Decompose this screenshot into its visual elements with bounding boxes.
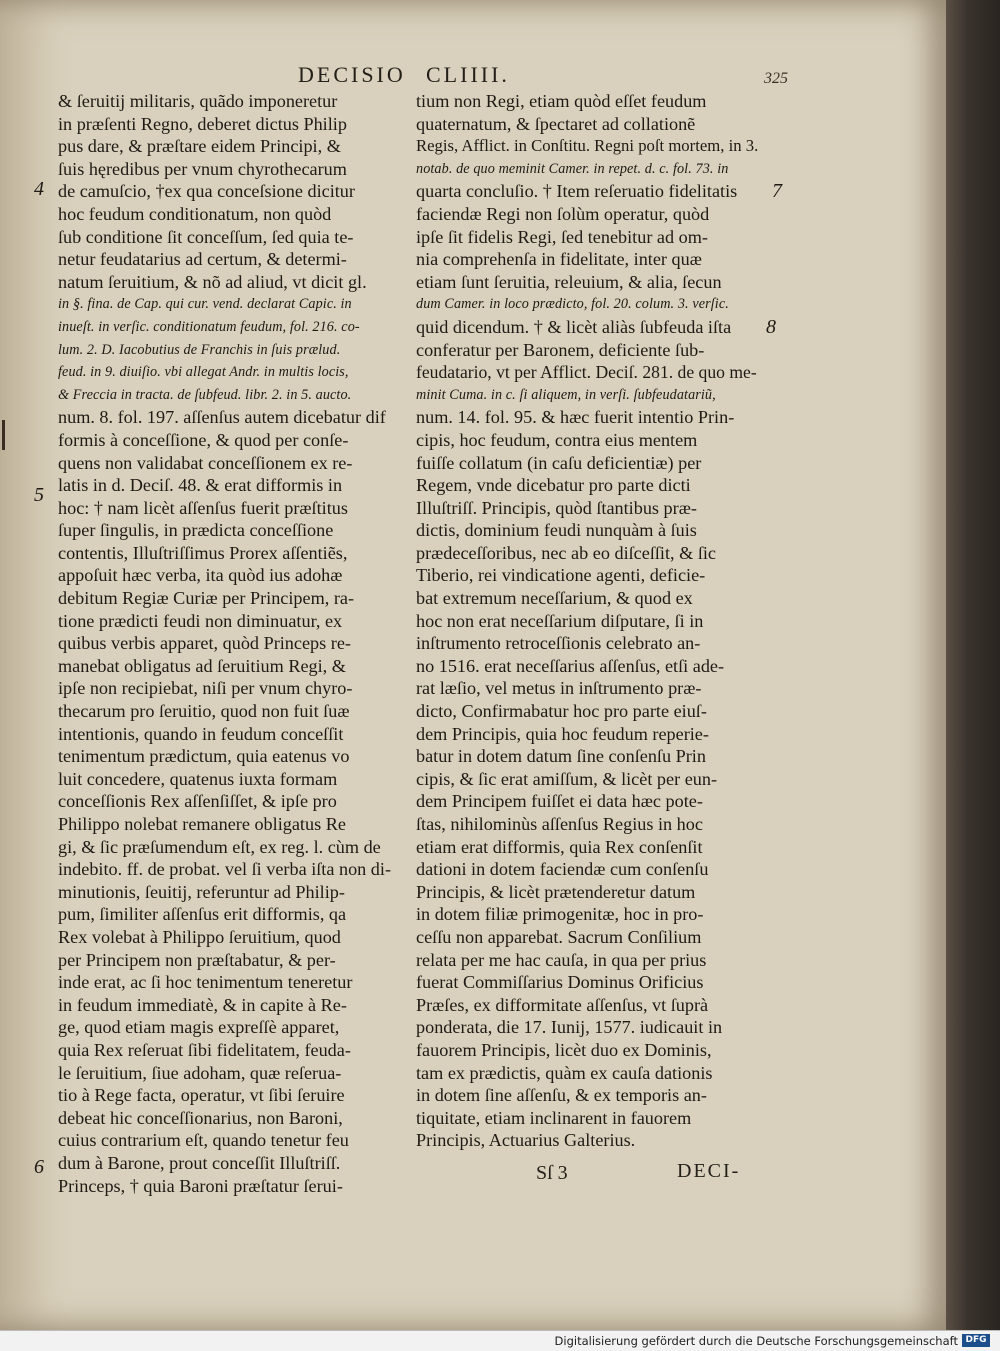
text-line: cuius contrarium eſt, quando tenetur feu bbox=[58, 1130, 349, 1151]
running-head-right: CLIIII. bbox=[426, 62, 510, 87]
text-line: dem Principis, quia hoc feudum reperie- bbox=[416, 723, 709, 744]
text-line: minutionis, ſeuitij, referuntur ad Philip- bbox=[58, 881, 345, 902]
margin-number-6: 6 bbox=[34, 1156, 44, 1178]
text-line: Illuſtriſſ. Principis, quòd ſtantibus præ- bbox=[416, 497, 697, 518]
page-number: 325 bbox=[764, 70, 788, 87]
text-line: inde erat, ac ſi hoc tenimentum teneretur bbox=[58, 972, 353, 993]
text-line: dicto, Confirmabatur hoc pro parte eiuſ- bbox=[416, 701, 707, 722]
text-line: no 1516. erat neceſſarius aſſenſus, etſi ade- bbox=[416, 655, 725, 676]
text-line: faciendæ Regi non ſolùm operatur, quòd bbox=[416, 203, 710, 224]
text-line: ſtas, nihilominùs aſſenſus Regius in hoc bbox=[416, 814, 703, 834]
text-line: etiam erat difformis, quia Rex conſenſit bbox=[416, 836, 703, 857]
text-line: Philippo nolebat remanere obligatus Re bbox=[58, 814, 346, 834]
text-line: dationi in dotem faciendæ cum conſenſu bbox=[416, 859, 709, 880]
text-line: quens non validabat conceſſionem ex re- bbox=[58, 452, 353, 473]
dfg-logo-icon: DFG bbox=[962, 1334, 990, 1347]
text-line: le ſeruitium, ſiue adoham, quæ reſerua- bbox=[58, 1062, 342, 1083]
text-line: quid dicendum. † & licèt aliàs ſubfeuda iſta bbox=[416, 316, 732, 337]
text-line: etiam ſunt ſeruitia, releuium, & alia, ſecun bbox=[416, 271, 722, 292]
credit-bar bbox=[0, 1330, 1000, 1351]
text-line: Princeps, † quia Baroni præſtatur ſerui- bbox=[58, 1175, 343, 1196]
text-line: indebito. ff. de probat. vel ſi verba iſta non di- bbox=[58, 859, 392, 880]
text-line: inueſt. in verſic. conditionatum feudum, fol. 216. co- bbox=[58, 318, 360, 335]
catchword: DECI- bbox=[677, 1160, 741, 1182]
text-line: ge, quod etiam magis expreſſè apparet, bbox=[58, 1017, 340, 1038]
text-line: formis à conceſſione, & quod per conſe- bbox=[58, 429, 349, 450]
text-line: nia comprehenſa in fidelitate, inter quæ bbox=[416, 249, 702, 270]
text-line: inſtrumento retroceſſionis celebrato an- bbox=[416, 633, 701, 654]
text-line: quaternatum, & ſpectaret ad collationẽ bbox=[416, 113, 696, 134]
text-line: hoc: † nam licèt aſſenſus fuerit præſtitus bbox=[58, 497, 348, 518]
text-line: bat extremum neceſſarium, & quod ex bbox=[416, 588, 693, 609]
right-column bbox=[416, 90, 760, 1152]
text-line: manebat obligatus ad ſeruitium Regi, & bbox=[58, 655, 346, 676]
text-line: intentionis, quando in feudum conceſſit bbox=[58, 723, 344, 744]
text-line: pus dare, & præſtare eidem Principi, & bbox=[58, 136, 341, 157]
text-line: ceſſu non apparebat. Sacrum Conſilium bbox=[416, 926, 702, 947]
text-line: conferatur per Baronem, deficiente ſub- bbox=[416, 339, 705, 360]
text-line: luit concedere, quatenus iuxta formam bbox=[58, 768, 338, 789]
page-edge-shadow bbox=[946, 0, 1000, 1330]
margin-number-4: 4 bbox=[34, 178, 44, 200]
text-line: hoc feudum conditionatum, non quòd bbox=[58, 203, 332, 224]
text-line: num. 14. fol. 95. & hæc fuerit intentio Prin- bbox=[416, 407, 735, 428]
text-line: cipis, hoc feudum, contra eius mentem bbox=[416, 429, 698, 450]
text-line: tiquitate, etiam inclinarent in fauorem bbox=[416, 1107, 692, 1128]
text-line: notab. de quo meminit Camer. in repet. d. c. fol. 73. in bbox=[416, 160, 729, 177]
text-line: conceſſionis Rex aſſenſiſſet, & ipſe pro bbox=[58, 791, 337, 812]
text-line: thecarum pro ſeruitio, quod non fuit ſuæ bbox=[58, 701, 350, 722]
text-line: in dotem ſine aſſenſu, & ex temporis an- bbox=[416, 1085, 707, 1106]
text-line: in præſenti Regno, deberet dictus Philip bbox=[58, 113, 347, 134]
text-line: gi, & ſic præſumendum eſt, ex reg. l. cùm de bbox=[58, 836, 381, 857]
text-line: netur feudatarius ad certum, & determi- bbox=[58, 249, 347, 270]
text-line: ſuis hęredibus per vnum chyrothecarum bbox=[58, 158, 347, 179]
text-line: dum à Barone, prout conceſſit Illuſtriſſ. bbox=[58, 1152, 341, 1173]
text-line: fuiſſe collatum (in caſu deficientiæ) per bbox=[416, 452, 702, 473]
text-line: minit Cuma. in c. ſi aliquem, in verſi. ſubfeudatariũ, bbox=[416, 386, 716, 403]
text-line: tio à Rege facta, operatur, vt ſibi ſeruire bbox=[58, 1085, 345, 1106]
page-edge-mark bbox=[2, 420, 5, 450]
text-line: batur in dotem datum ſine conſenſu Prin bbox=[416, 746, 706, 767]
text-line: fuerat Commiſſarius Dominus Orificius bbox=[416, 972, 704, 993]
signature-mark: Sſ 3 bbox=[536, 1162, 568, 1184]
text-line: num. 8. fol. 197. aſſenſus autem dicebatur dif bbox=[58, 407, 386, 428]
text-line: Principis, Actuarius Galterius. bbox=[416, 1130, 636, 1151]
text-line: debeat hic conceſſionarius, non Baroni, bbox=[58, 1107, 343, 1128]
text-line: in §. fina. de Cap. qui cur. vend. declarat Capic. in bbox=[58, 296, 352, 313]
text-line: de camuſcio, †ex qua conceſsione dicitur bbox=[58, 181, 355, 202]
text-line: Regem, vnde dicebatur pro parte dicti bbox=[416, 475, 691, 496]
text-line: dictis, dominium feudi nunquàm à ſuis bbox=[416, 520, 697, 541]
text-line: prædeceſſoribus, nec ab eo diſceſſit, & ſic bbox=[416, 542, 716, 563]
text-line: natum ſeruitium, & nõ ad aliud, vt dicit gl. bbox=[58, 271, 367, 292]
text-line: Regis, Afflict. in Conſtitu. Regni poſt mortem, in 3. bbox=[416, 136, 759, 156]
text-line: tione prædicti feudi non diminuatur, ex bbox=[58, 610, 343, 631]
text-line: tium non Regi, etiam quòd eſſet feudum bbox=[416, 91, 707, 111]
text-line: Principis, & licèt prætenderetur datum bbox=[416, 881, 696, 902]
text-line: cipis, & ſic erat amiſſum, & licèt per eun- bbox=[416, 768, 718, 789]
text-line: contentis, Illuſtriſſimus Prorex aſſentiẽs, bbox=[58, 542, 348, 563]
text-line: quia Rex reſeruat ſibi fidelitatem, feuda- bbox=[58, 1039, 351, 1060]
text-line: tenimentum prædictum, quia eatenus vo bbox=[58, 746, 350, 767]
text-line: & ſeruitij militaris, quãdo imponeretur bbox=[58, 91, 338, 111]
text-line: & Freccia in tracta. de ſubfeud. libr. 2. in 5. aucto. bbox=[58, 386, 352, 403]
margin-number-7: 7 bbox=[772, 180, 782, 202]
left-column bbox=[58, 90, 408, 1197]
text-line: dem Principem fuiſſet ei data hæc pote- bbox=[416, 791, 703, 812]
text-line: in feudum immediatè, & in capite à Re- bbox=[58, 994, 347, 1015]
text-line: tam ex prædictis, quàm ex cauſa dationis bbox=[416, 1062, 713, 1083]
text-line: ponderata, die 17. Iunij, 1577. iudicauit in bbox=[416, 1017, 723, 1038]
text-line: Præſes, ex difformitate aſſenſus, vt ſuprà bbox=[416, 994, 709, 1015]
text-line: ſuper ſingulis, in prædicta conceſſione bbox=[58, 520, 334, 541]
text-line: per Principem non præſtabatur, & per- bbox=[58, 949, 336, 970]
margin-number-8: 8 bbox=[766, 316, 776, 338]
text-line: hoc non erat neceſſarium diſputare, ſi in bbox=[416, 610, 704, 631]
running-head-left: DECISIO bbox=[298, 62, 406, 87]
text-line: rat læſio, vel metus in inſtrumento præ- bbox=[416, 678, 702, 699]
text-line: appoſuit hæc verba, ita quòd ius adohæ bbox=[58, 565, 343, 586]
margin-number-5: 5 bbox=[34, 484, 44, 506]
text-line: lum. 2. D. Iacobutius de Franchis in ſuis prælud. bbox=[58, 341, 341, 358]
text-line: debitum Regiæ Curiæ per Principem, ra- bbox=[58, 588, 354, 609]
text-line: ipſe non recipiebat, niſi per vnum chyro- bbox=[58, 678, 353, 699]
text-line: relata per me hac cauſa, in qua per prius bbox=[416, 949, 707, 970]
text-line: fauorem Principis, licèt duo ex Dominis, bbox=[416, 1039, 712, 1060]
text-line: quarta concluſio. † Item reſeruatio fidelitatis bbox=[416, 181, 738, 202]
text-line: feudatario, vt per Afflict. Deciſ. 281. de quo me- bbox=[416, 362, 757, 383]
text-line: latis in d. Deciſ. 48. & erat difformis in bbox=[58, 475, 343, 496]
text-line: ſub conditione ſit conceſſum, ſed quia te- bbox=[58, 226, 354, 247]
text-line: Rex volebat à Philippo ſeruitium, quod bbox=[58, 926, 341, 947]
text-line: pum, ſimiliter aſſenſus erit difformis, qa bbox=[58, 904, 347, 925]
text-line: feud. in 9. diuiſio. vbi allegat Andr. in multis locis, bbox=[58, 364, 349, 381]
text-line: quibus verbis apparet, quòd Princeps re- bbox=[58, 633, 351, 654]
text-line: dum Camer. in loco prædicto, fol. 20. colum. 3. verſic. bbox=[416, 296, 729, 313]
credit-text: Digitalisierung gefördert durch die Deutsche Forschungsgemeinschaft bbox=[554, 1334, 958, 1348]
text-line: in dotem filiæ primogenitæ, hoc in pro- bbox=[416, 904, 704, 925]
text-line: Tiberio, rei vindicatione agenti, deficie- bbox=[416, 565, 706, 586]
text-line: ipſe ſit fidelis Regi, ſed tenebitur ad om- bbox=[416, 226, 708, 247]
